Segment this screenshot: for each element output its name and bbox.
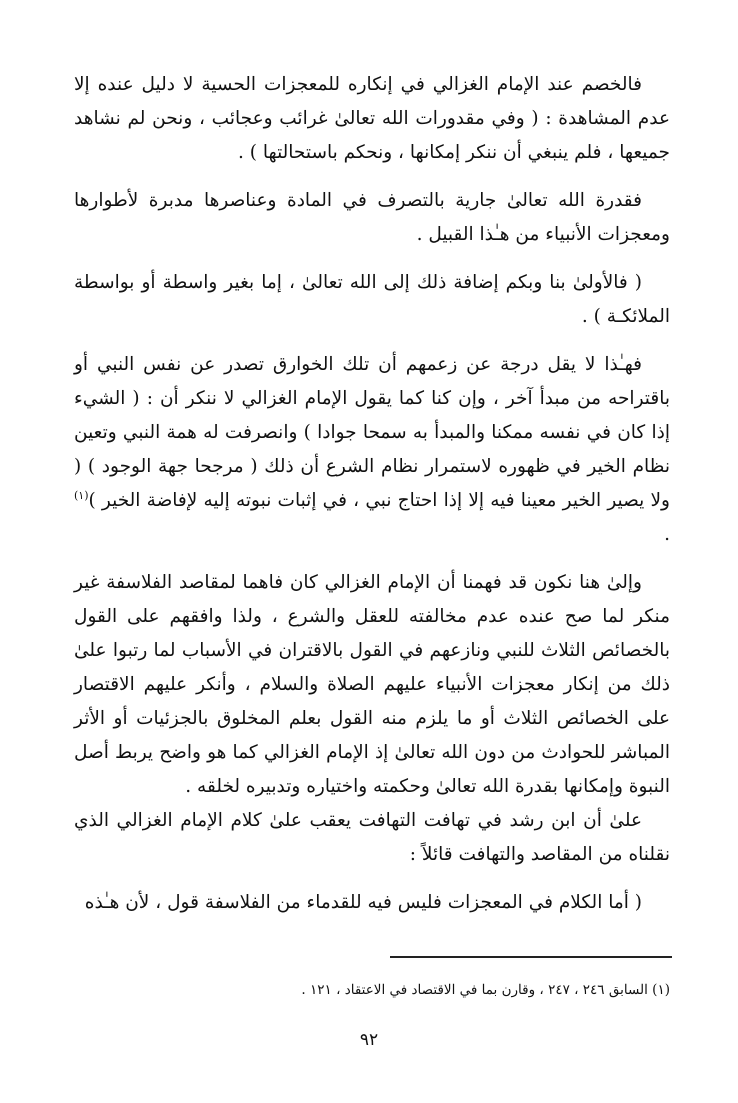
paragraph-4 xyxy=(74,348,670,552)
paragraph-5: وإلىٰ هنا نكون قد فهمنا أن الإمام الغزالي كان فاهما لمقاصد الفلاسفة غير منكر لما صح عنده عدم مخالفته للعقل والشرع ، ولذا وافقهم على القول بالخصائص الثلاث للنبي ونازعهم في القول بالاقتران في الأسباب لما رتبوا علىٰ ذلك من إنكار معجزات الأنبياء عليهم الصلاة والسلام ، وأنكر عليهم الاقتصار على الخصائص الثلاث أو ما يلزم منه القول بعلم المخلوق بالجزئيات أو الأثر المباشر للحوادث من دون الله تعالىٰ إذ الإمام الغزالي كما هو واضح يربط أصل النبوة وإمكانها بقدرة الله تعالىٰ وحكمته واختياره وتدبيره لخلقه . xyxy=(74,572,670,797)
footnote-text: (١) السابق ٢٤٦ ، ٢٤٧ ، وقارن بما في الاقتصاد في الاعتقاد ، ١٢١ . xyxy=(301,982,670,998)
paragraph-4-text: فهـٰذا لا يقل درجة عن زعمهم أن تلك الخوارق تصدر عن نفس النبي أو باقتراحه من مبدأ آخر ، وإن كنا كما يقول الإمام الغزالي لا ننكر أن : ( الشيء إذا كان في نفسه ممكنا والمبدأ به سمحا جوادا ) وانصرفت له همة النبي وتعين نظام الخير في ظهوره لاستمرار نظام الشرع أن ذلك ( مرجحا جهة الوجود ) ( ولا يصير الخير معينا فيه إلا إذا احتاج نبي ، في إثبات نبوته إليه لإفاضة الخير ) xyxy=(74,354,670,511)
footnote-separator xyxy=(390,956,672,958)
paragraph-1: فالخصم عند الإمام الغزالي في إنكاره للمعجزات الحسية لا دليل عنده إلا عدم المشاهدة : ( وفي مقدورات الله تعالىٰ غرائب وعجائب ، ونحن لم نشاهد جميعها ، فلم ينبغي أن ننكر إمكانها ، ونحكم باستحالتها ) . xyxy=(74,74,670,163)
paragraph-6: علىٰ أن ابن رشد في تهافت التهافت يعقب علىٰ كلام الإمام الغزالي الذي نقلناه من المقاصد والتهافت قائلاً : xyxy=(74,810,670,865)
paragraph-4-tail: . xyxy=(664,524,670,545)
body-text xyxy=(74,68,670,920)
paragraph-3: ( فالأولىٰ بنا وبكم إضافة ذلك إلى الله تعالىٰ ، إما بغير واسطة أو بواسطة الملائكـة ) . xyxy=(74,272,670,327)
paragraph-2: فقدرة الله تعالىٰ جارية بالتصرف في المادة وعناصرها مدبرة لأطوارها ومعجزات الأنبياء من هـٰذا القبيل . xyxy=(74,190,670,245)
page-number: ٩٢ xyxy=(359,1030,379,1050)
paragraph-7: ( أما الكلام في المعجزات فليس فيه للقدماء من الفلاسفة قول ، لأن هـٰذه xyxy=(84,892,642,913)
footnote-reference: (١) xyxy=(74,488,89,502)
